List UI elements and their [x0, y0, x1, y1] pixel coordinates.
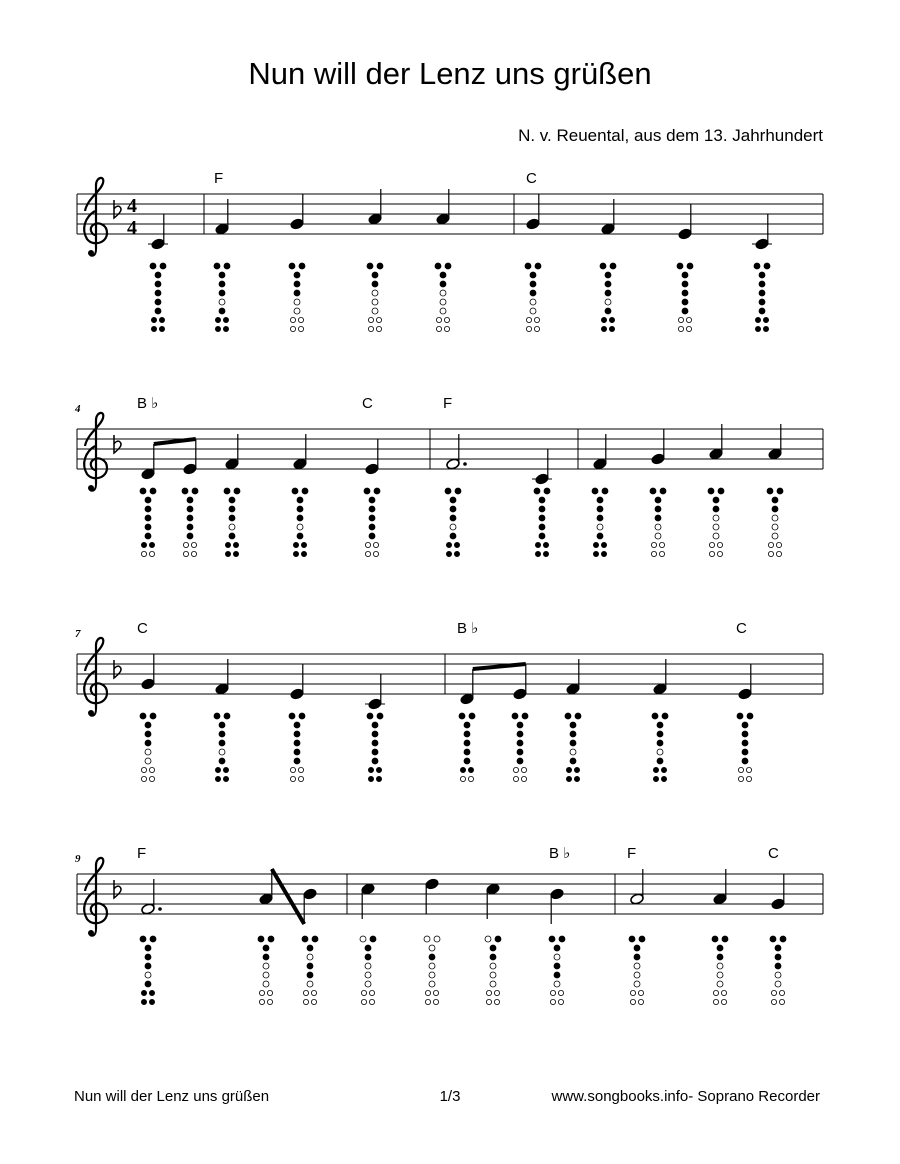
- time-sig-bottom: 4: [127, 217, 137, 239]
- note-head: [215, 683, 230, 695]
- note-head: [290, 218, 305, 230]
- note-head: [550, 888, 565, 900]
- note-head: [738, 688, 753, 700]
- recorder-fingering: [214, 713, 230, 782]
- note-head: [630, 893, 645, 905]
- note-head: [368, 213, 383, 225]
- note-head: [151, 238, 166, 250]
- note-head: [141, 468, 156, 480]
- recorder-fingering: [592, 488, 608, 557]
- staff-system-4: [75, 845, 823, 1005]
- treble-clef-icon: [84, 413, 107, 491]
- flat-icon: [114, 660, 121, 678]
- chord-symbol: C: [137, 620, 148, 637]
- recorder-fingering: [140, 713, 156, 782]
- footer-source: www.songbooks.info- Soprano Recorder: [551, 1088, 820, 1105]
- recorder-fingering: [435, 263, 451, 332]
- staff-system-3: [75, 620, 823, 782]
- recorder-fingering: [424, 936, 440, 1005]
- note-head: [141, 903, 156, 915]
- note-head: [368, 698, 383, 710]
- chord-symbol: B ♭: [137, 395, 159, 412]
- chord-symbol: B ♭: [549, 845, 571, 862]
- note-head: [446, 458, 461, 470]
- recorder-fingering: [770, 936, 786, 1005]
- note-head: [755, 238, 770, 250]
- recorder-fingering: [224, 488, 240, 557]
- recorder-fingering: [512, 713, 528, 782]
- chord-symbol: B ♭: [457, 620, 479, 637]
- beam: [272, 869, 304, 924]
- recorder-fingering: [258, 936, 274, 1005]
- treble-clef-icon: [84, 858, 107, 936]
- treble-clef-icon: [84, 638, 107, 716]
- recorder-fingering: [367, 263, 383, 332]
- measure-number: 7: [75, 628, 81, 640]
- chord-symbol: F: [627, 845, 637, 862]
- staff-system-2: [74, 395, 823, 557]
- recorder-fingering: [650, 488, 666, 557]
- staff-system-1: [77, 170, 823, 332]
- time-sig-top: 4: [127, 195, 137, 217]
- recorder-fingering: [767, 488, 783, 557]
- flat-icon: [114, 200, 121, 218]
- recorder-fingering: [182, 488, 198, 557]
- note-head: [303, 888, 318, 900]
- note-head: [566, 683, 581, 695]
- recorder-fingering: [525, 263, 541, 332]
- note-head: [361, 883, 376, 895]
- augmentation-dot: [158, 907, 162, 911]
- note-head: [713, 893, 728, 905]
- recorder-fingering: [445, 488, 461, 557]
- recorder-fingering: [214, 263, 230, 332]
- recorder-fingering: [600, 263, 616, 332]
- recorder-fingering: [289, 713, 305, 782]
- flat-icon: [114, 880, 121, 898]
- chord-symbol: F: [214, 170, 224, 187]
- beam: [154, 439, 196, 444]
- chord-symbol: F: [443, 395, 453, 412]
- note-head: [678, 228, 693, 240]
- recorder-fingering: [677, 263, 693, 332]
- note-head: [290, 688, 305, 700]
- chord-symbol: C: [362, 395, 373, 412]
- augmentation-dot: [463, 462, 467, 466]
- note-head: [486, 883, 501, 895]
- note-head: [526, 218, 541, 230]
- note-head: [215, 223, 230, 235]
- recorder-fingering: [140, 936, 156, 1005]
- recorder-fingering: [364, 488, 380, 557]
- flat-icon: [114, 435, 121, 453]
- treble-clef-icon: [84, 178, 107, 256]
- recorder-fingering: [140, 488, 156, 557]
- note-head: [768, 448, 783, 460]
- recorder-fingering: [534, 488, 550, 557]
- note-head: [653, 683, 668, 695]
- note-head: [651, 453, 666, 465]
- beam: [473, 664, 526, 669]
- recorder-fingering: [289, 263, 305, 332]
- note-head: [141, 678, 156, 690]
- note-head: [183, 463, 198, 475]
- note-head: [293, 458, 308, 470]
- measure-number: 4: [75, 403, 81, 415]
- recorder-fingering: [549, 936, 565, 1005]
- recorder-fingering: [737, 713, 753, 782]
- recorder-fingering: [367, 713, 383, 782]
- note-head: [771, 898, 786, 910]
- recorder-fingering: [754, 263, 770, 332]
- recorder-fingering: [459, 713, 475, 782]
- page-number: 1/3: [439, 1088, 461, 1105]
- note-head: [365, 463, 380, 475]
- note-head: [513, 688, 528, 700]
- note-head: [593, 458, 608, 470]
- recorder-fingering: [292, 488, 308, 557]
- footer-title: Nun will der Lenz uns grüßen: [74, 1088, 270, 1105]
- chord-symbol: C: [526, 170, 537, 187]
- recorder-fingering: [302, 936, 318, 1005]
- note-head: [709, 448, 724, 460]
- note-head: [601, 223, 616, 235]
- recorder-fingering: [712, 936, 728, 1005]
- recorder-fingering: [360, 936, 376, 1005]
- note-head: [460, 693, 475, 705]
- chord-symbol: C: [736, 620, 747, 637]
- note-head: [425, 878, 440, 890]
- page-title: Nun will der Lenz uns grüßen: [248, 56, 652, 91]
- recorder-fingering: [565, 713, 581, 782]
- note-head: [436, 213, 451, 225]
- note-head: [535, 473, 550, 485]
- chord-symbol: C: [768, 845, 779, 862]
- note-head: [225, 458, 240, 470]
- note-head: [259, 893, 274, 905]
- recorder-fingering: [708, 488, 724, 557]
- recorder-fingering: [150, 263, 166, 332]
- chord-symbol: F: [137, 845, 147, 862]
- recorder-fingering: [652, 713, 668, 782]
- composer-credit: N. v. Reuental, aus dem 13. Jahrhundert: [518, 126, 823, 145]
- recorder-fingering: [629, 936, 645, 1005]
- recorder-fingering: [485, 936, 501, 1005]
- measure-number: 9: [75, 853, 81, 865]
